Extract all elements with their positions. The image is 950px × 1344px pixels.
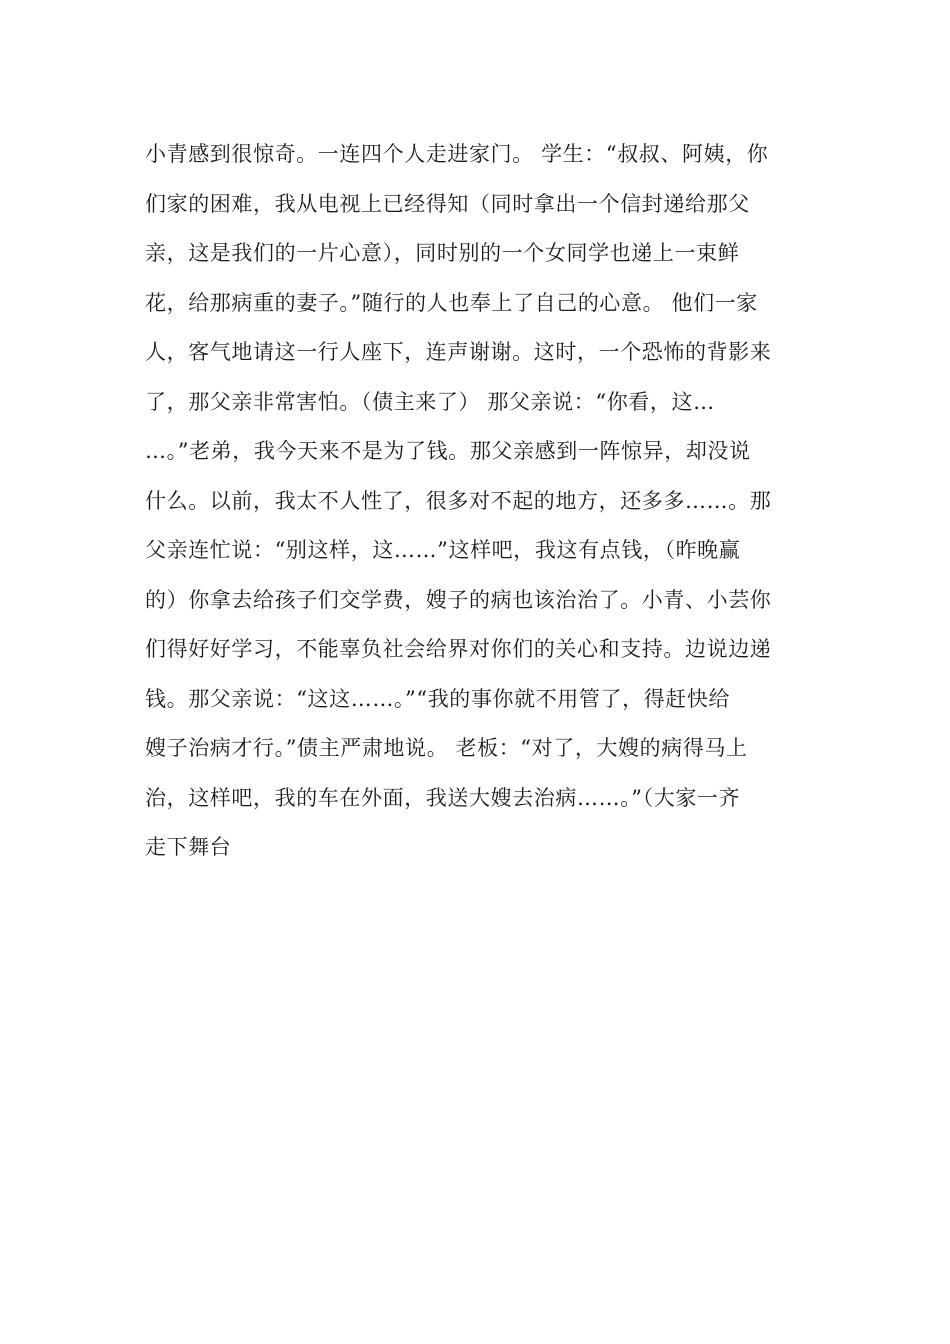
text-line: 什么。以前，我太不人性了，很多对不起的地方，还多多……。那 bbox=[145, 488, 772, 513]
text-line: 父亲连忙说：“别这样，这……”这样吧，我这有点钱，（昨晚赢 bbox=[145, 538, 741, 562]
text-line: 人，客气地请这一行人座下，连声谢谢。这时，一个恐怖的背影来 bbox=[145, 340, 772, 364]
text-line: 钱。那父亲说：“这这……。”“我的事你就不用管了，得赶快给 bbox=[145, 686, 731, 711]
text-line: 嫂子治病才行。”债主严肃地说。 老板：“对了，大嫂的病得马上 bbox=[145, 736, 748, 760]
text-line: 治，这样吧，我的车在外面，我送大嫂去治病……。”（大家一齐 bbox=[145, 785, 741, 810]
text-line: …。”老弟，我今天来不是为了钱。那父亲感到一阵惊异，却没说 bbox=[145, 439, 751, 463]
text-line: 的）你拿去给孩子们交学费，嫂子的病也该治治了。小青、小芸你 bbox=[145, 587, 772, 612]
text-line: 小青感到很惊奇。一连四个人走进家门。 学生：“叔叔、阿姨，你 bbox=[145, 142, 769, 166]
text-line: 走下舞台 bbox=[145, 835, 232, 859]
text-line: 们家的困难，我从电视上已经得知（同时拿出一个信封递给那父 bbox=[145, 191, 750, 216]
text-line: 了，那父亲非常害怕。（债主来了） 那父亲说：“你看，这… bbox=[145, 389, 715, 414]
text-line: 们得好好学习，不能辜负社会给界对你们的关心和支持。边说边递 bbox=[145, 637, 772, 661]
text-line: 亲，这是我们的一片心意），同时别的一个女同学也递上一束鲜 bbox=[145, 241, 740, 265]
text-line: 花，给那病重的妻子。”随行的人也奉上了自己的心意。 他们一家 bbox=[145, 290, 758, 315]
story-paragraph bbox=[145, 130, 810, 873]
